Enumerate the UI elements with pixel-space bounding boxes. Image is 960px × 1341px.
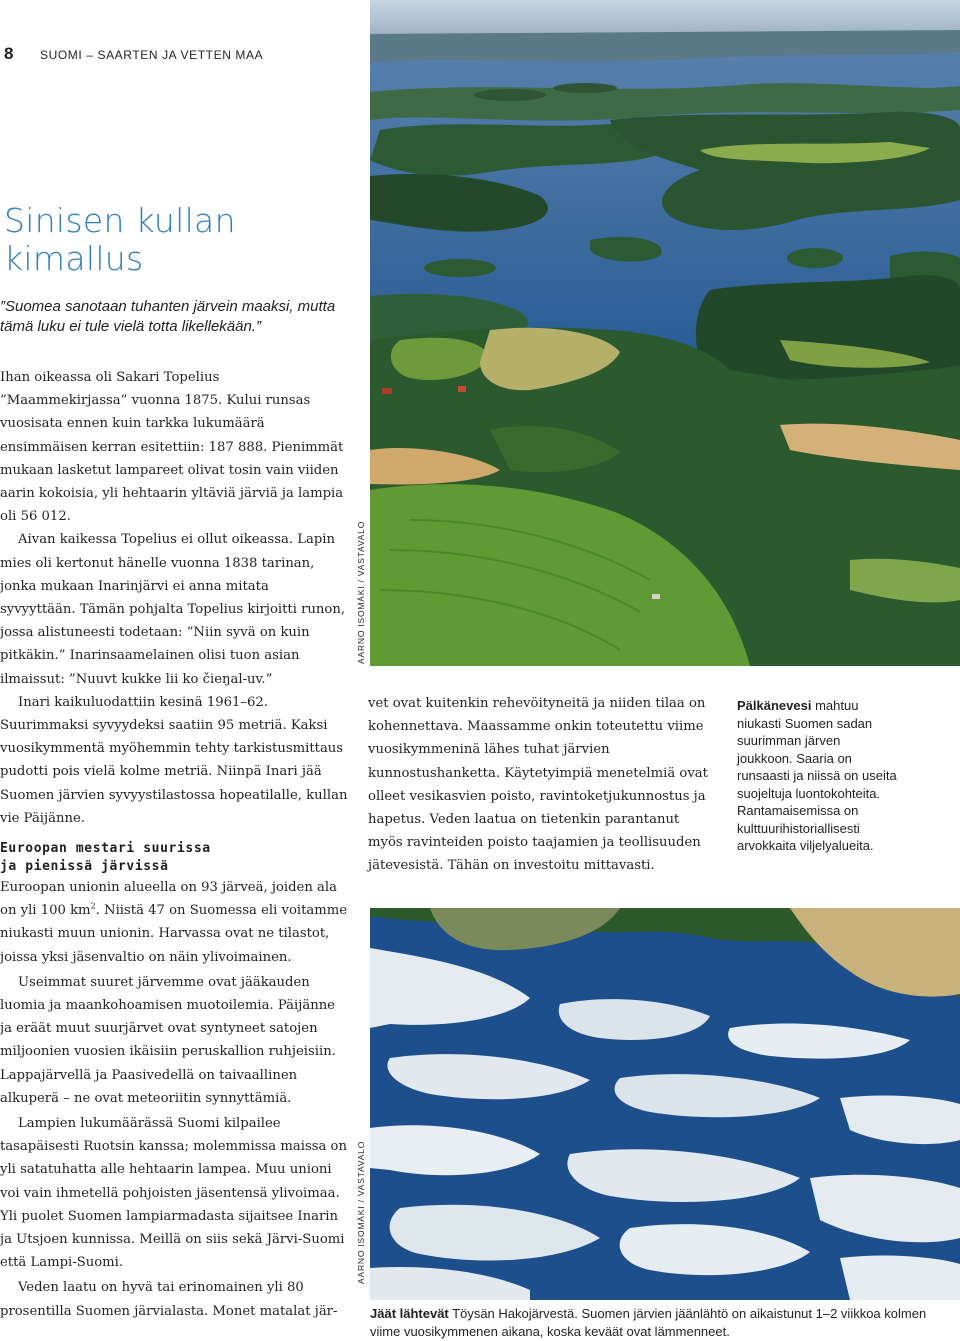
article-title: [4, 202, 344, 278]
section-paragraph-4: Veden laatu on hyvä tai erinomainen yli 80 prosentilla Suomen järvialasta. Monet matalat jär-: [0, 1280, 338, 1319]
bottom-caption-text: Töysän Hakojärvestä. Suomen järvien jäänlähtö on aikaistunut 1–2 viikkoa kolmen viime vuosikymmenen aikana, koska keväät ovat lämmenneet.: [370, 1306, 927, 1339]
side-caption-text: mahtuu niukasti Suomen sadan suurimman järven joukkoon. Saaria on runsaasti ja niissä on useita suojeltuja luontokohteita. Rantamaisemissa on kulttuurihistoriallisesti arvokkaita viljelyalueita.: [737, 698, 897, 853]
section-body: [0, 876, 348, 1323]
body-paragraph-1: Ihan oikeassa oli Sakari Topelius ”Maammekirjassa” vuonna 1875. Kului runsas vuosisata ennen kuin tarkka lukumäärä ensimmäisen kerran esitettiin: 187 888. Pienimmät mukaan lasketut lampareet olivat tosin vain viiden aarin kokoisia, yli hehtaarin yltäviä järviä ja lampia oli 56 012.: [0, 370, 344, 525]
column-2-paragraph: vet ovat kuitenkin rehevöityneitä ja niiden tilaa on kohennettava. Maassamme onkin toteutettu viime vuosikymmeninä lähes tuhat järvien kunnostushanketta. Käytetyimpiä menetelmiä ovat olleet vesikasvien poisto, ravintoketjukunnostus ja hapetus. Veden laatua on tietenkin parantanut myös ravinteiden poisto taajamien ja teollisuuden jätevesistä. Tähän on investoitu mittavasti.: [368, 696, 708, 874]
section-paragraph-3: Lampien lukumäärässä Suomi kilpailee tasapäisesti Ruotsin kanssa; molemmissa maissa on yli satatuhatta alle hehtaarin lampea. Muu unioni voi vain ihmetellä pohjoisten jäsentensä ylivoimaa. Yli puolet Suomen lampiarmadasta sijaitsee Inarin ja Utsjoen kunnissa. Meillä on siis sekä Järvi-Suomi että Lampi-Suomi.: [0, 1116, 347, 1271]
photo-credit-top: AARNO ISOMÄKI / VASTAVALO: [356, 520, 366, 664]
section-paragraph-1-end: . Niistä 47 on Suomessa eli voitamme niukasti muun unionin. Harvassa ovat ne tilastot, joissa yksi jäsenvaltio on näin ylivoimainen.: [0, 903, 348, 965]
subheading-line-2: ja pienissä järvissä: [0, 859, 169, 874]
aerial-lake-photo: [370, 0, 960, 666]
lead-paragraph: ”Suomea sanotaan tuhanten järvein maaksi, mutta tämä luku ei tule vielä totta likellekään.”: [0, 298, 336, 335]
section-paragraph-2: Useimmat suuret järvemme ovat jääkauden luomia ja maankohoamisen muotoilemia. Päijänne ja eräät muut suurjärvet ovat syntyneet satojen miljoonien vuosien ikäisiin peruskallion ruhjeisiin. Lappajärvellä ja Paasivedellä on taivaallinen alkuperä – ne ovat meteoriitin synnyttämiä.: [0, 974, 336, 1106]
body-paragraph-2: Aivan kaikessa Topelius ei ollut oikeassa. Lapin mies oli kertonut hänelle vuonna 1838 tarinan, jonka mukaan Inarinjärvi ei anna mitata syvyyttään. Tämän pohjalta Topelius kirjoitti runon, jossa alistuneesti todetaan: ”Niin syvä on kuin pitkäkin.” Inarinsaamelainen olisi tuon asian ilmaissut: ”Nuuvt kukke lii ko čieŋal-uv.”: [0, 532, 346, 687]
page-number: 8: [4, 44, 14, 63]
side-caption-bold: Pälkänevesi: [737, 698, 812, 713]
body-column-1: [0, 366, 348, 830]
side-caption: [737, 697, 897, 855]
body-column-2: [368, 692, 714, 878]
title-line-2: kimallus: [4, 239, 144, 278]
section-paragraph-1: [0, 876, 348, 969]
section-subheading: [0, 840, 348, 876]
running-head: SUOMI – SAARTEN JA VETTEN MAA: [40, 48, 264, 62]
photo-credit-bottom: AARNO ISOMÄKI / VASTAVALO: [356, 1140, 366, 1284]
ice-breakup-photo: [370, 908, 960, 1300]
subheading-line-1: Euroopan mestari suurissa: [0, 841, 211, 856]
body-paragraph-3: Inari kaikuluodattiin kesinä 1961–62. Suurimmaksi syvyydeksi saatiin 95 metriä. Kaksi vuosikymmentä myöhemmin tehty tarkistusmittaus pudotti pois vielä kolme metriä. Niinpä Inari jää Suomen järvien syvyystilastossa hopeatilalle, kullan vie Päijänne.: [0, 694, 348, 826]
superscript-two: 2: [90, 901, 96, 911]
section-paragraph-1-start: Euroopan unionin alueella on 93 järveä, joiden ala on yli 100 km: [0, 880, 337, 919]
bottom-caption: [370, 1305, 960, 1340]
bottom-caption-bold: Jäät lähtevät: [370, 1306, 449, 1321]
title-line-1: Sinisen kullan: [4, 201, 236, 240]
